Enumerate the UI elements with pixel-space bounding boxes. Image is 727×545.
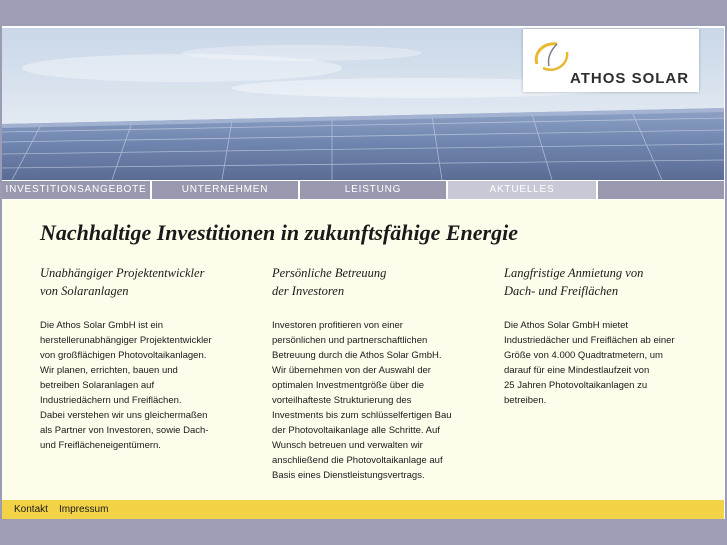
nav-item-leistung[interactable]: LEISTUNG — [300, 181, 446, 199]
text-line: 25 Jahren Photovoltaikanlagen zu — [504, 380, 648, 391]
text-line: der Photovoltaikanlage alle Schritte. Auf — [272, 425, 440, 436]
text-line: Wir planen, errichten, bauen und — [40, 365, 178, 376]
text-line: Industriedächer und Freiflächen ab einer — [504, 335, 675, 346]
bottom-band — [0, 519, 727, 545]
text-line: betreiben Solaranlagen auf — [40, 380, 155, 391]
text-line: Die Athos Solar GmbH mietet — [504, 320, 629, 331]
nav-item-investitionsangebote[interactable]: INVESTITIONSANGEBOTE — [2, 181, 150, 199]
footer — [2, 500, 724, 519]
footer-link-kontakt[interactable]: Kontakt — [14, 504, 48, 515]
footer-link-impressum[interactable]: Impressum — [59, 504, 109, 515]
column-heading — [272, 264, 477, 300]
athos-logo-icon — [531, 34, 575, 78]
text-line: Basis eines Dienstleistungsvertrags. — [272, 470, 425, 481]
logo-word-1: ATHOS — [570, 70, 627, 87]
text-line: Wunsch betreuen und verwalten wir — [272, 440, 423, 451]
column-betreuung — [272, 264, 477, 483]
logo[interactable] — [523, 29, 699, 92]
column-heading-line-2: der Investoren — [272, 284, 345, 298]
column-text — [272, 318, 477, 483]
text-line: Die Athos Solar GmbH ist ein — [40, 320, 164, 331]
column-heading-line-1: Persönliche Betreuung — [272, 266, 387, 280]
text-line: Investoren profitieren von einer — [272, 320, 403, 331]
text-line: und Freiflächeneigentümern. — [40, 440, 161, 451]
text-line: von großflächigen Photovoltaikanlagen. — [40, 350, 207, 361]
column-anmietung — [504, 264, 709, 408]
top-band — [0, 0, 727, 26]
column-heading — [40, 264, 245, 300]
text-line: persönlichen und partnerschaftlichen — [272, 335, 428, 346]
logo-wordmark — [570, 70, 689, 87]
column-heading-line-1: Unabhängiger Projektentwickler — [40, 266, 205, 280]
column-heading-line-2: von Solaranlagen — [40, 284, 129, 298]
text-line: darauf für eine Mindestlaufzeit von — [504, 365, 650, 376]
text-line: Größe von 4.000 Quadtratmetern, um — [504, 350, 663, 361]
main-content — [2, 200, 724, 500]
main-navigation — [2, 181, 724, 199]
text-line: herstellerunabhängiger Projektentwickler — [40, 335, 212, 346]
text-line: vorteilhafteste Strukturierung des — [272, 395, 412, 406]
text-line: Betreuung durch die Athos Solar GmbH. — [272, 350, 442, 361]
column-text — [40, 318, 245, 453]
text-line: Industriedächern und Freiflächen. — [40, 395, 182, 406]
logo-word-2: SOLAR — [631, 70, 690, 87]
column-heading — [504, 264, 709, 300]
column-text — [504, 318, 709, 408]
column-heading-line-2: Dach- und Freiflächen — [504, 284, 619, 298]
text-line: Dabei verstehen wir uns gleichermaßen — [40, 410, 208, 421]
nav-item-unternehmen[interactable]: UNTERNEHMEN — [152, 181, 298, 199]
text-line: betreiben. — [504, 395, 547, 406]
text-line: als Partner von Investoren, sowie Dach- — [40, 425, 209, 436]
column-projektentwickler — [40, 264, 245, 453]
column-heading-line-1: Langfristige Anmietung von — [504, 266, 644, 280]
text-line: Investments bis zum schlüsselfertigen Bau — [272, 410, 452, 421]
text-line: anschließend die Photovoltaikanlage auf — [272, 455, 443, 466]
nav-item-empty — [598, 181, 724, 199]
text-line: optimalen Investmentgröße über die — [272, 380, 425, 391]
page-headline: Nachhaltige Investitionen in zukunftsfähige Energie — [40, 220, 518, 245]
text-line: Wir übernehmen von der Auswahl der — [272, 365, 431, 376]
nav-item-aktuelles[interactable]: AKTUELLES — [448, 181, 596, 199]
